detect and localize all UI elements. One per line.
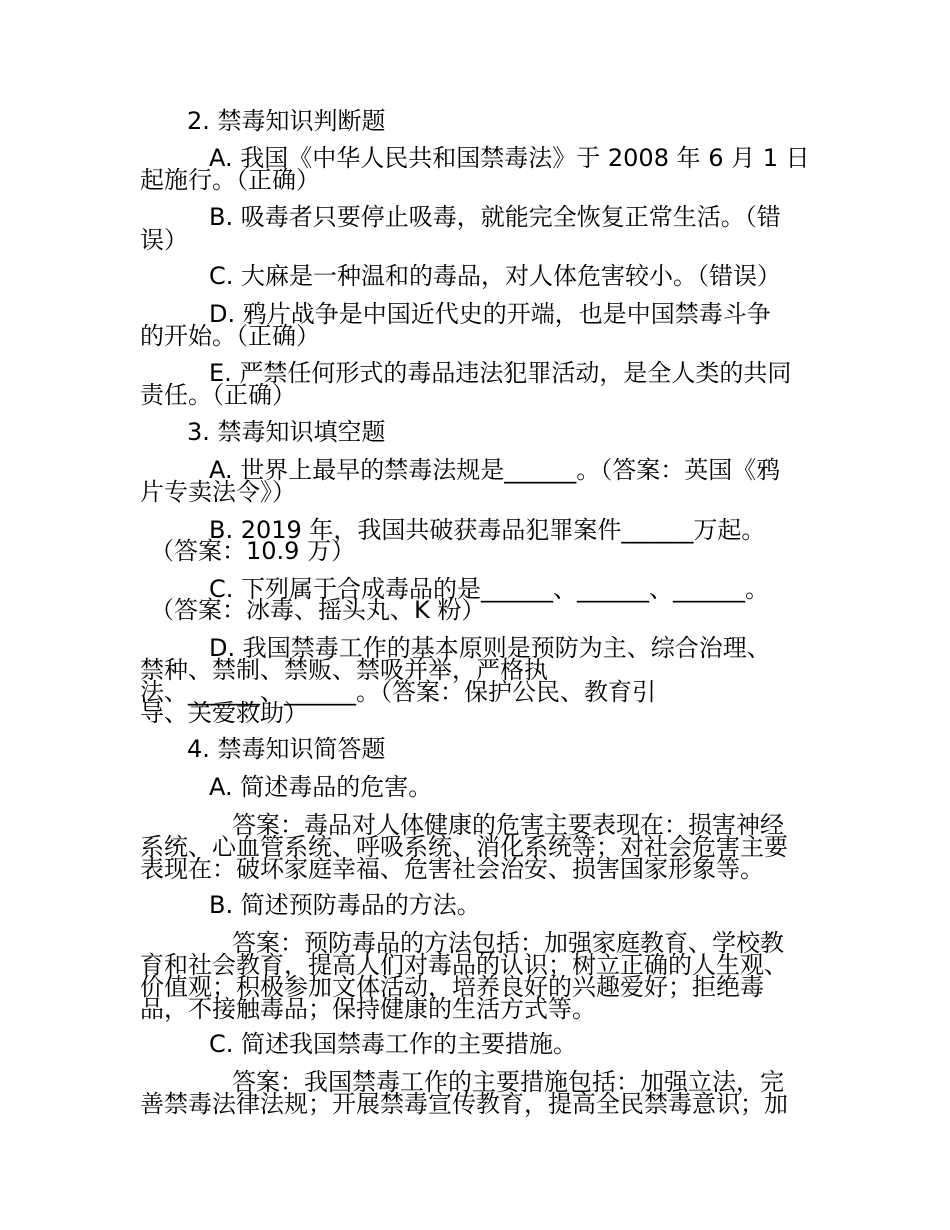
answer-line: 答案：毒品对人体健康的危害主要表现在：损害神经	[232, 811, 784, 839]
question-line: E. 严禁任何形式的毒品违法犯罪活动，是全人类的共同	[209, 359, 792, 387]
question-line: B. 2019 年，我国共破获毒品犯罪案件______万起。	[209, 516, 766, 544]
question-line: A. 简述毒品的危害。	[209, 773, 433, 801]
answer-line: 育和社会教育，提高人们对毒品的认识；树立正确的人生观、	[140, 951, 788, 979]
question-line: 责任。（正确）	[140, 381, 296, 409]
section-heading: 2. 禁毒知识判断题	[187, 107, 386, 135]
question-line: A. 我国《中华人民共和国禁毒法》于 2008 年 6 月 1 日	[209, 144, 810, 172]
answer-line: 答案：预防毒品的方法包括：加强家庭教育、学校教	[232, 929, 784, 957]
question-line: B. 简述预防毒品的方法。	[209, 891, 481, 919]
question-line: D. 鸦片战争是中国近代史的开端，也是中国禁毒斗争	[209, 300, 771, 328]
question-line: C. 下列属于合成毒品的是______、______、______。	[209, 575, 770, 603]
question-line: D. 我国禁毒工作的基本原则是预防为主、综合治理、	[209, 634, 771, 662]
question-line: （答案：冰毒、摇头丸、K 粉）	[150, 596, 486, 624]
section-heading: 4. 禁毒知识简答题	[187, 735, 386, 763]
answer-line: 善禁毒法律法规；开展禁毒宣传教育，提高全民禁毒意识；加	[140, 1090, 788, 1118]
answer-line: 系统、心血管系统、呼吸系统、消化系统等；对社会危害主要	[140, 833, 788, 861]
question-line: A. 世界上最早的禁毒法规是______。（答案：英国《鸦	[209, 456, 781, 484]
question-line: （答案：10.9 万）	[150, 537, 356, 565]
question-line: 禁种、禁制、禁贩、禁吸并举，严格执	[140, 656, 548, 684]
question-line: 误）	[140, 226, 188, 254]
question-line: B. 吸毒者只要停止吸毒，就能完全恢复正常生活。（错	[209, 203, 781, 231]
question-line: 起施行。（正确）	[140, 166, 320, 194]
question-line: 的开始。（正确）	[140, 322, 320, 350]
answer-line: 价值观；积极参加文体活动，培养良好的兴趣爱好；拒绝毒	[140, 973, 764, 1001]
question-line: C. 简述我国禁毒工作的主要措施。	[209, 1030, 578, 1058]
question-line: C. 大麻是一种温和的毒品，对人体危害较小。（错误）	[209, 262, 782, 290]
question-line: 片专卖法令》）	[140, 478, 296, 506]
answer-line: 品，不接触毒品；保持健康的生活方式等。	[140, 995, 596, 1023]
question-line: 导、关爱救助）	[140, 699, 308, 727]
answer-line: 表现在：破坏家庭幸福、危害社会治安、损害国家形象等。	[140, 855, 764, 883]
answer-line: 答案：我国禁毒工作的主要措施包括：加强立法，完	[232, 1068, 784, 1096]
section-heading: 3. 禁毒知识填空题	[187, 418, 386, 446]
question-line: 法、______、______。（答案：保护公民、教育引	[140, 678, 656, 706]
